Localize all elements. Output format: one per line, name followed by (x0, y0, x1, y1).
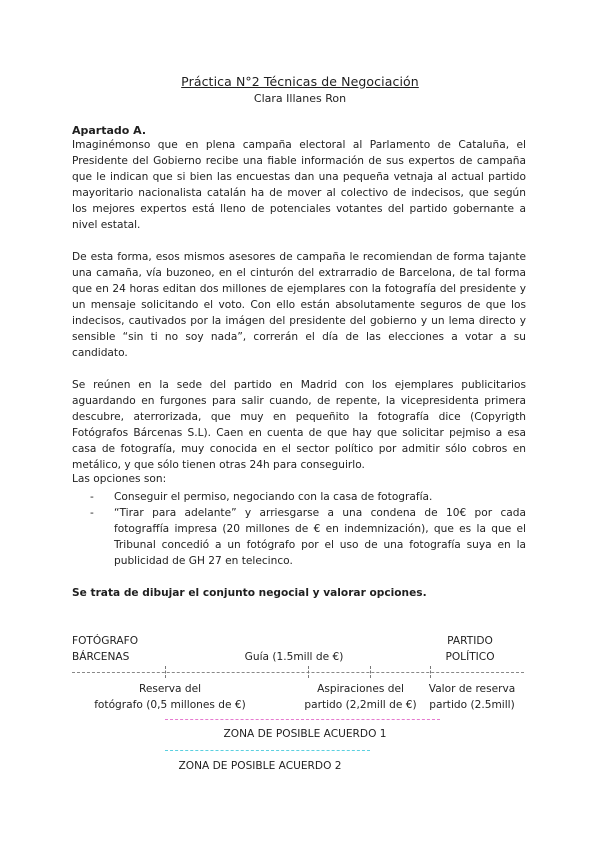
zone-2-label: ZONA DE POSIBLE ACUERDO 2 (178, 760, 342, 772)
party-reserve-label-2: partido (2.5mill) (429, 699, 515, 711)
bullet-dash: - (90, 507, 94, 519)
guide-tick (308, 666, 309, 678)
section-heading: Apartado A. (72, 124, 147, 137)
conclusion-text: Se trata de dibujar el conjunto negocial y valorar opciones. (72, 587, 427, 599)
photographer-reserve-label-2: fotógrafo (0,5 millones de €) (94, 699, 246, 711)
photographer-reserve-tick (165, 666, 166, 678)
right-party-label-1: PARTIDO (447, 635, 493, 647)
options-intro: Las opciones son: (72, 473, 167, 485)
party-aspiration-label-2: partido (2,2mill de €) (304, 699, 417, 711)
option-1-text: Conseguir el permiso, negociando con la casa de fotografía. (114, 491, 433, 503)
zone-2-line (165, 750, 370, 751)
author-name: Clara Illanes Ron (253, 92, 347, 105)
party-reserve-label-1: Valor de reserva (428, 683, 516, 695)
photographer-reserve-label-1: Reserva del (138, 683, 202, 695)
list-item (90, 489, 526, 505)
list-item (90, 505, 526, 569)
guide-label: Guía (1.5mill de €) (244, 651, 344, 663)
party-aspiration-tick (370, 666, 371, 678)
document-title: Práctica N°2 Técnicas de Negociación (181, 74, 419, 89)
party-aspiration-label-1: Aspiraciones del (317, 683, 404, 695)
option-2-text: “Tirar para adelante” y arriesgarse a una condena de 10€ por cada fotograffía impresa (20 millones de € en indemnización), que es la que el Tribunal concedió a un fotógrafo por el uso de una fotografía suya en la publicidad de GH 27 en telecinco. (114, 507, 526, 567)
paragraph-3: Se reúnen en la sede del partido en Madrid con los ejemplares publicitarios aguardando en furgones para salir cuando, de repente, la vicepresidenta primera descubre, aterrorizada, que muy en pequeñito la fotografía dice (Copyrigth Fotógrafos Bárcenas S.L). Caen en cuenta de que hay que solicitar pejmiso a esa casa de fotografía, muy conocida en el sector político por admitir sólo cobros en metálico, y que sólo tienen otras 24h para conseguirlo. (72, 379, 526, 471)
paragraph-2: De esta forma, esos mismos asesores de campaña le recomiendan de forma tajante una camaña, vía buzoneo, en el cinturón del extrarradio de Barcelona, de tal forma que en 24 horas editan dos millones de ejemplares con la fotografía del presidente y un mensaje solicitando el voto. Con ello están absolutamente seguros de que los indecisos, cautivados por la imágen del presidente del gobierno y un lema directo y sensible “sin ti no soy nada”, correrán el día de las elecciones a votar a su candidato. (72, 251, 526, 359)
left-party-label-2: BÁRCENAS (72, 651, 130, 663)
negotiation-axis (72, 672, 524, 673)
right-party-label-2: POLÍTICO (445, 651, 495, 663)
bullet-dash: - (90, 491, 94, 503)
left-party-label-1: FOTÓGRAFO (72, 635, 139, 647)
party-reserve-tick (430, 666, 431, 678)
zone-1-line (165, 719, 440, 720)
zone-1-label: ZONA DE POSIBLE ACUERDO 1 (223, 728, 387, 740)
paragraph-1: Imaginémonso que en plena campaña electoral al Parlamento de Cataluña, el Presidente del Gobierno recibe una fiable información de sus expertos de campaña que le indican que si bien las encuestas dan una pequeña vetnaja al actual partido mayoritario nacionalista catalán ha de mover al colectivo de indecisos, que según los mejores expertos está lleno de potenciales votantes del partido gobernante a nivel estatal. (72, 139, 526, 231)
